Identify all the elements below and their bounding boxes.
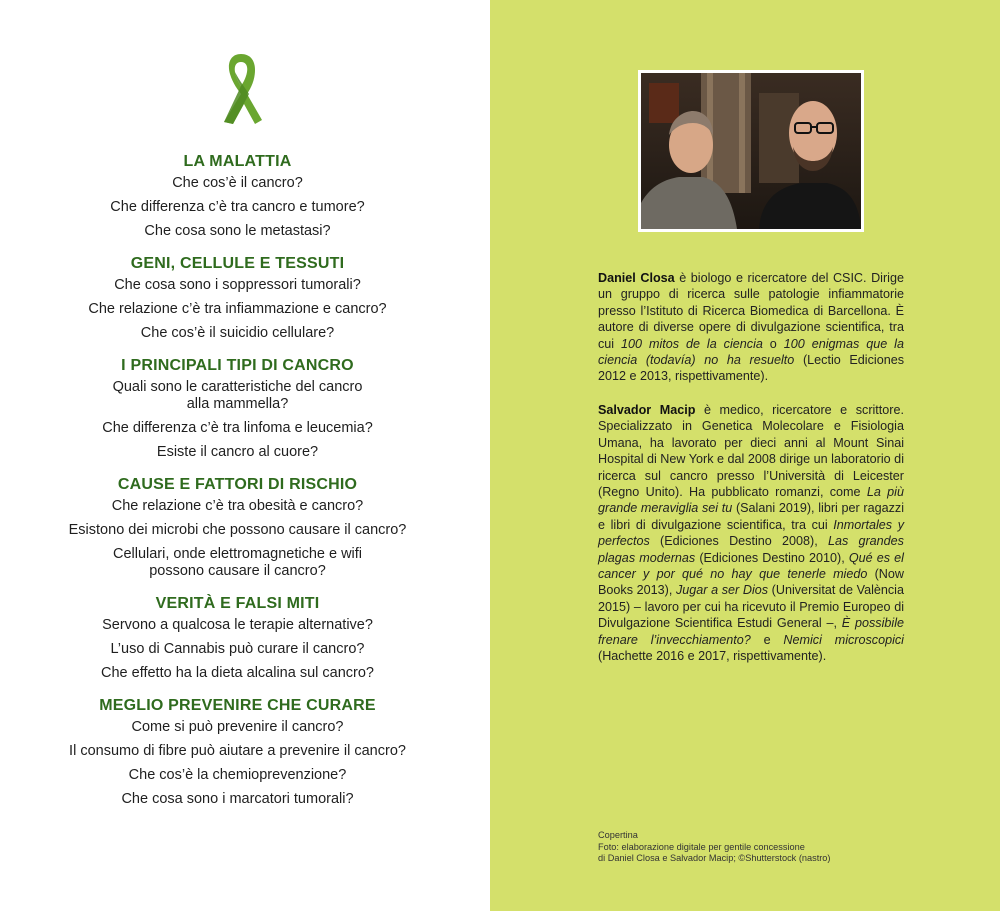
bio-text: o [762,336,784,351]
bio-text: (Salani 2019), libri per ragazzi e libri di divulgazione scientifica, tra cui [598,501,904,532]
book-title: Jugar a ser Dios [675,583,769,598]
question [20,641,455,658]
book-title: È possibile frenare l’invecchiamento? [598,616,904,647]
question-line: Che cos’è il suicidio cellulare? [140,325,335,341]
section [20,152,455,240]
question [20,223,455,240]
bio-name: Daniel Closa [598,271,675,285]
question-line: Esistono dei microbi che possono causare il cancro? [68,522,407,538]
question [20,301,455,318]
section [20,696,455,808]
bio-text: (Universitat de València 2015) – lavoro per cui ha ricevuto il Premio Europeo di Divulgazione Scientifica Estudi General –, [598,583,904,631]
bio-text: è biologo e ricercatore del CSIC. Dirige un gruppo di ricerca sulle patologie infiammatorie presso l’Istituto di Ricerca Biomedica di Barcellona. È autore di diverse opere di divulgazione scientifica, tra cui [598,271,904,351]
question-line: Come si può prevenire il cancro? [131,719,344,735]
cover-credits [598,830,928,865]
section-title: GENI, CELLULE E TESSUTI [130,255,345,272]
section-title: MEGLIO PREVENIRE CHE CURARE [99,697,376,714]
question-line: possono causare il cancro? [149,563,326,579]
awareness-ribbon-icon [218,50,264,126]
book-title: Qué es el cancer y por qué no hay que tenerle miedo [598,550,904,582]
question-line: Che cosa sono i marcatori tumorali? [121,791,354,807]
book-title: Nemici microscopici [783,632,904,647]
question-line: Esiste il cancro al cuore? [156,444,319,460]
question [20,444,455,461]
question [20,665,455,682]
bio-text: e [750,632,784,647]
question-line: Servono a qualcosa le terapie alternative? [102,617,373,633]
question [20,743,455,760]
section [20,254,455,342]
credits-line: Copertina [598,830,638,840]
question-line: Cellulari, onde elettromagnetiche e wifi [112,546,363,562]
question-line: alla mammella? [186,396,289,412]
section [20,475,455,580]
question-line: Quali sono le caratteristiche del cancro [112,379,363,395]
bio-name: Salvador Macip [598,403,696,417]
question [20,199,455,216]
section [20,594,455,682]
section-title: LA MALATTIA [183,153,292,170]
credits-line: Foto: elaborazione digitale per gentile concessione [598,841,805,852]
bio-text: (Ediciones Destino 2008), [649,534,828,549]
bio-daniel-closa [598,270,904,385]
section [20,356,455,461]
question-list [20,152,455,822]
bio-text: (Lectio Ediciones 2012 e 2013, rispettivamente). [598,353,905,384]
question [20,498,455,515]
question [20,767,455,784]
book-title: La più grande meraviglia sei tu [598,485,904,516]
section-title: VERITÀ E FALSI MITI [155,595,320,612]
section-title: I PRINCIPALI TIPI DI CANCRO [121,357,354,374]
book-title: Inmortales y perfectos [598,517,904,549]
question-line: Che cos’è il cancro? [172,175,303,191]
authors-photo [638,70,864,232]
bio-text: è medico, ricercatore e scrittore. Specializzato in Genetica Molecolare e Fisiologia Umana, ha lavorato per dieci anni al Mount Sinai Hospital di New York e dal 2008 dirige un laboratorio di ricerca sul cancro presso l’Università di Leicester (Regno Unito). Ha pubblicato romanzi, come [598,403,905,500]
credits-line: di Daniel Closa e Salvador Macip; ©Shutterstock (nastro) [598,853,831,864]
book-title: 100 enigmas que la ciencia (todavía) no ha resuelto [598,336,904,368]
section-title: CAUSE E FATTORI DI RISCHIO [117,476,358,493]
question [20,277,455,294]
question-line: Che differenza c’è tra cancro e tumore? [110,199,365,215]
question [20,617,455,634]
question [20,379,455,413]
question-line: Il consumo di fibre può aiutare a prevenire il cancro? [69,743,406,759]
question-line: Che relazione c’è tra infiammazione e cancro? [88,301,387,317]
bio-salvador-macip [598,402,904,665]
question [20,791,455,808]
question-line: Che differenza c’è tra linfoma e leucemia? [102,420,373,436]
question [20,175,455,192]
question [20,546,455,580]
question [20,420,455,437]
bio-text: (Hachette 2016 e 2017, rispettivamente). [598,649,827,664]
question-line: Che cosa sono le metastasi? [144,223,331,239]
question-line: Che cosa sono i soppressori tumorali? [114,277,361,293]
question [20,719,455,736]
question-line: Che effetto ha la dieta alcalina sul cancro? [101,665,374,681]
book-title: 100 mitos de la ciencia [621,336,763,351]
question [20,522,455,539]
bio-text: (Ediciones Destino 2010), [695,550,849,565]
question-line: L’uso di Cannabis può curare il cancro? [110,641,365,657]
question [20,325,455,342]
book-title: Las grandes plagas modernas [598,534,904,565]
bio-text: (Now Books 2013), [598,567,905,598]
question-line: Che relazione c’è tra obesità e cancro? [111,498,364,514]
question-line: Che cos’è la chemioprevenzione? [128,767,347,783]
